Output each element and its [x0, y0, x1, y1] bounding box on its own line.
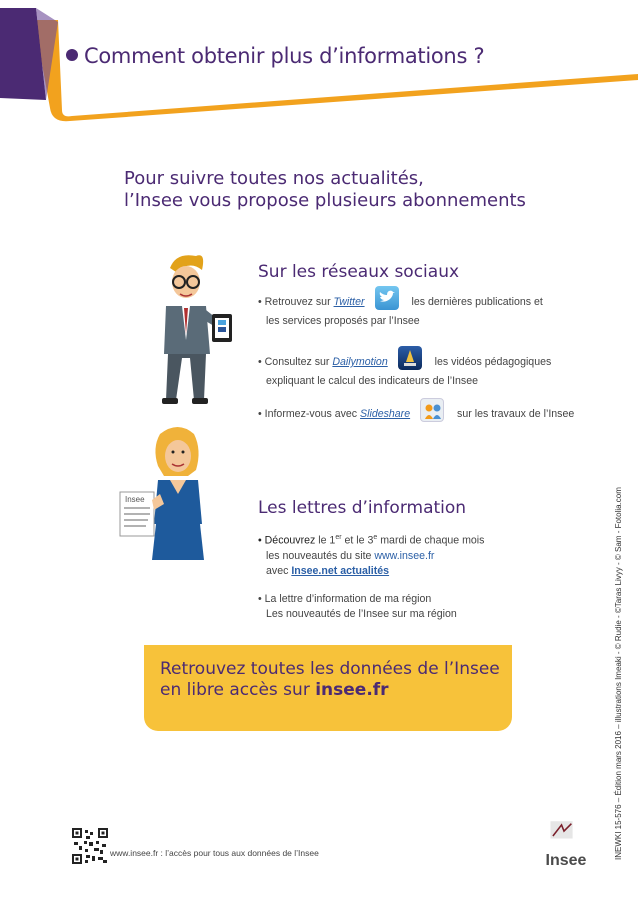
page-title: Comment obtenir plus d’informations ?	[66, 44, 484, 68]
newsletter-item-site: • Découvrez le 1er et le 3e mardi de chaque mois les nouveautés du site www.insee.fr avec Insee.net actualités	[258, 534, 485, 577]
intro-text	[124, 168, 544, 212]
open-data-banner: Retrouvez toutes les données de l’Insee en libre accès sur insee.fr	[144, 645, 512, 731]
insee-logo-text: Insee	[545, 852, 587, 869]
dailymotion-link[interactable]: Dailymotion	[332, 355, 388, 368]
twitter-icon[interactable]	[375, 286, 399, 310]
intro-line-2: l’Insee vous propose plusieurs abonnements	[124, 190, 526, 211]
slideshare-icon[interactable]	[420, 398, 444, 422]
man-with-tablet-illustration	[140, 250, 240, 410]
insee-site-link[interactable]: www.insee.fr	[374, 549, 435, 562]
bullet-dot	[66, 49, 78, 61]
insee-logo-icon	[544, 820, 584, 852]
social-item-dailymotion: • Consultez sur Dailymotion les vidéos pédagogiques expliquant le calcul des indicateurs de l’Insee	[258, 350, 598, 389]
newsletter-item-region: • La lettre d’information de ma région Les nouveautés de l’Insee sur ma région	[258, 593, 457, 620]
twitter-link[interactable]: Twitter	[333, 295, 365, 308]
intro-line-1: Pour suivre toutes nos actualités,	[124, 168, 424, 189]
insee-fr-link[interactable]: insee.fr	[315, 680, 389, 700]
credit-line: INEWKI 15-576 – Édition mars 2016 – illustrations Imeaki - © Rudie - ©Taras Livyy - © Sam - Fotolia.com	[614, 487, 623, 860]
insee-net-actualites-link[interactable]: Insee.net actualités	[291, 564, 390, 577]
footer-url-text: www.insee.fr : l’accès pour tous aux données de l’Insee	[110, 848, 319, 858]
section-title-newsletters: Les lettres d’information	[258, 498, 467, 518]
section-title-social: Sur les réseaux sociaux	[258, 262, 460, 282]
social-item-twitter: • Retrouvez sur Twitter les dernières publications et les services proposés par l’Insee	[258, 290, 598, 329]
dailymotion-icon[interactable]	[398, 346, 422, 370]
social-item-slideshare: • Informez-vous avec Slideshare sur les travaux de l’Insee	[258, 402, 608, 426]
newsletter-sheet-label: Insee	[125, 495, 145, 504]
qr-code-icon[interactable]	[72, 828, 108, 864]
slideshare-link[interactable]: Slideshare	[360, 407, 411, 420]
